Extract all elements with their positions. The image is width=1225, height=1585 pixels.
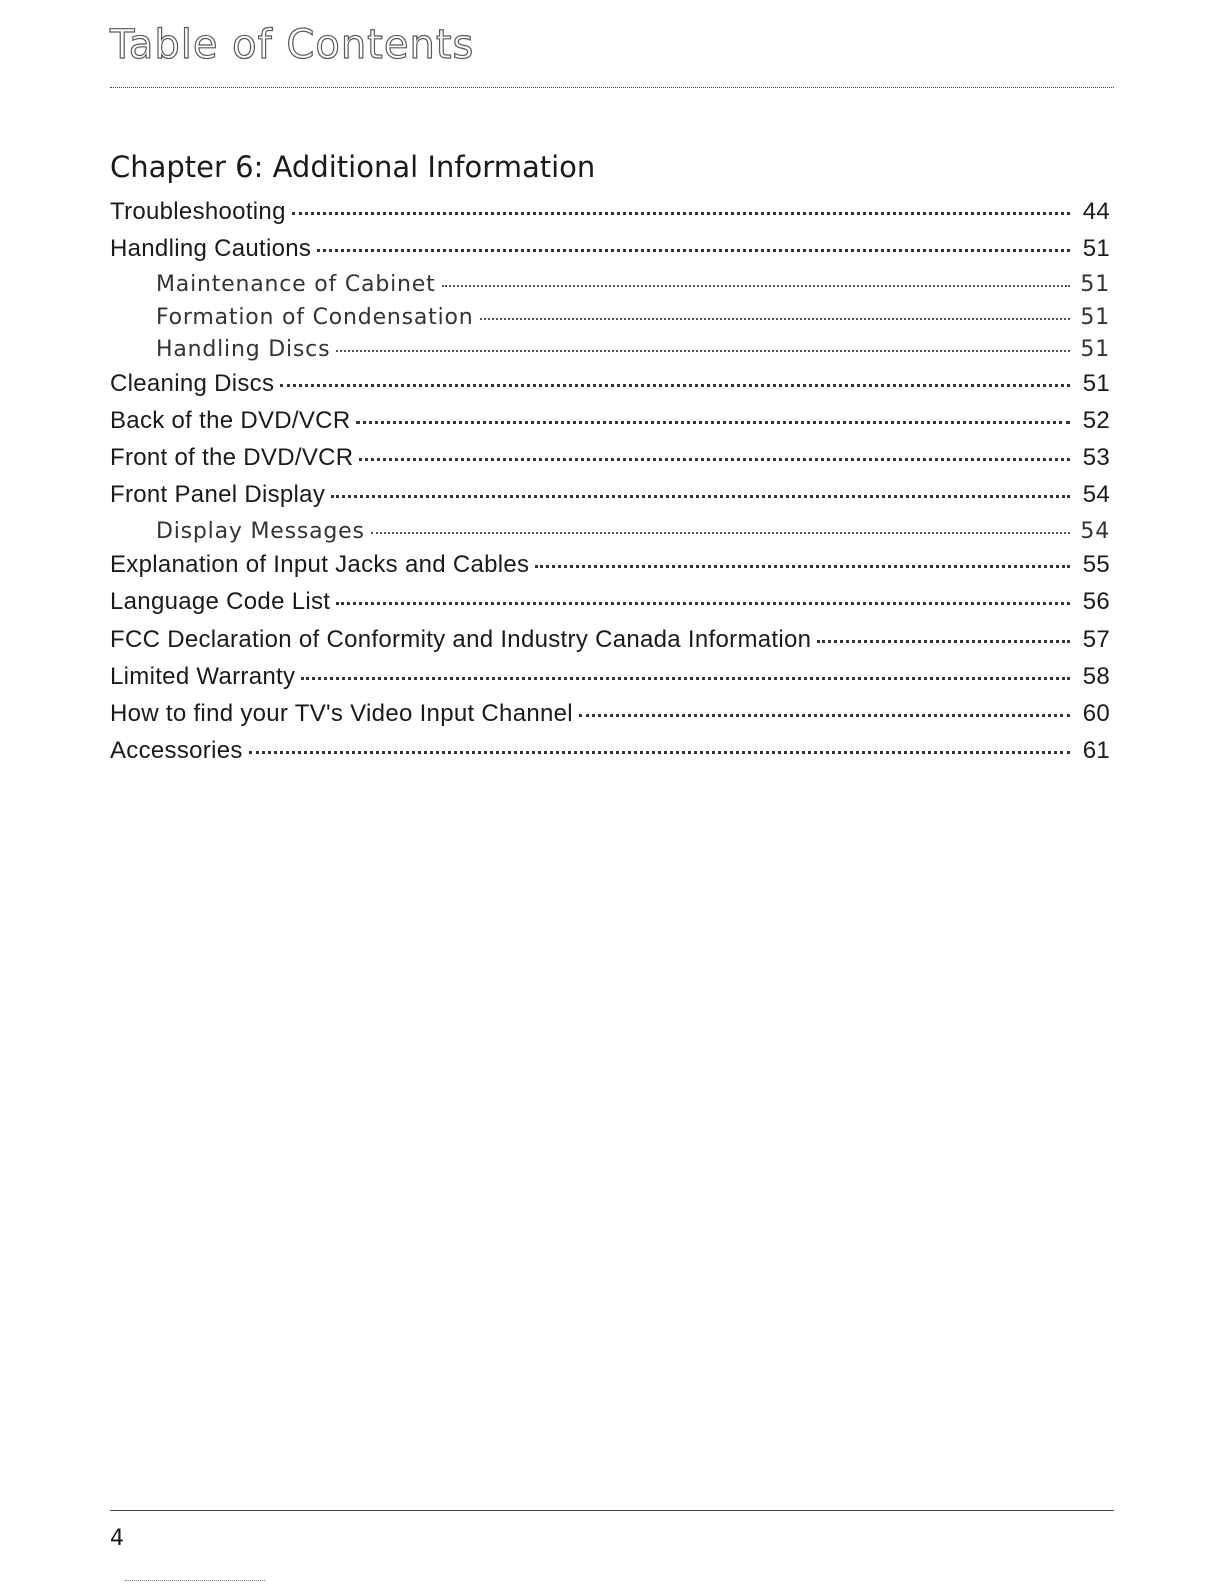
toc-entry-page: 51 xyxy=(1082,235,1110,263)
toc-entry[interactable] xyxy=(110,198,1110,235)
chapter-heading: Chapter 6: Additional Information xyxy=(110,150,596,184)
dot-leader xyxy=(817,640,1070,643)
toc-entry[interactable] xyxy=(110,337,1110,370)
toc-entry-page: 51 xyxy=(1080,272,1110,298)
dot-leader xyxy=(336,350,1070,352)
toc-entry-title: Display Messages xyxy=(156,518,365,544)
toc-entry[interactable] xyxy=(110,305,1110,338)
toc-entry-title: Handling Cautions xyxy=(110,235,312,263)
toc-entry-page: 54 xyxy=(1080,518,1110,544)
toc-entry-title: Handling Discs xyxy=(156,337,331,363)
toc-entry-page: 52 xyxy=(1082,407,1110,435)
toc-entry[interactable] xyxy=(110,272,1110,305)
dot-leader xyxy=(301,677,1070,680)
toc-entry-title: Explanation of Input Jacks and Cables xyxy=(110,551,530,579)
toc-entry[interactable] xyxy=(110,737,1110,774)
toc-entry-title: Language Code List xyxy=(110,588,331,616)
toc-entry-title: Formation of Condensation xyxy=(156,304,474,330)
toc-entry-title: Accessories xyxy=(110,737,243,765)
toc-entry[interactable] xyxy=(110,370,1110,407)
toc-entry-title: Front of the DVD/VCR xyxy=(110,444,354,472)
toc-entry-title: Troubleshooting xyxy=(110,198,286,225)
toc-entry-page: 57 xyxy=(1082,625,1110,653)
toc-entry-title: Back of the DVD/VCR xyxy=(110,407,351,435)
toc-entry-page: 55 xyxy=(1082,551,1110,579)
toc-entry[interactable] xyxy=(110,700,1110,737)
dot-leader xyxy=(356,421,1070,424)
toc-entry[interactable] xyxy=(110,235,1110,272)
toc-entry[interactable] xyxy=(110,626,1110,663)
toc-entry[interactable] xyxy=(110,588,1110,625)
toc-entry[interactable] xyxy=(110,519,1110,552)
dot-leader xyxy=(442,285,1071,287)
page-number: 4 xyxy=(110,1526,124,1551)
dot-leader xyxy=(317,249,1070,252)
toc-entry[interactable] xyxy=(110,444,1110,481)
toc-entry-page: 56 xyxy=(1082,588,1110,616)
toc-entry-page: 54 xyxy=(1082,481,1110,509)
toc-entry-title: FCC Declaration of Conformity and Industry Canada Information xyxy=(110,625,812,653)
toc-entry-page: 58 xyxy=(1082,662,1110,690)
dot-leader xyxy=(359,458,1070,461)
dot-leader xyxy=(535,565,1070,568)
dot-leader xyxy=(579,714,1070,717)
toc-entry-page: 61 xyxy=(1082,737,1110,765)
dot-leader xyxy=(249,751,1070,754)
dot-leader xyxy=(331,495,1070,498)
dot-leader xyxy=(280,384,1070,387)
toc-entry[interactable] xyxy=(110,663,1110,700)
toc-entry-title: Limited Warranty xyxy=(110,662,296,690)
header-divider xyxy=(110,87,1114,88)
toc-entry-page: 53 xyxy=(1082,444,1110,472)
dot-leader xyxy=(371,532,1070,534)
dot-leader xyxy=(480,318,1070,320)
toc-entry-title: How to find your TV's Video Input Channel xyxy=(110,699,573,727)
toc-entry-page: 51 xyxy=(1080,337,1110,363)
toc-entry-title: Cleaning Discs xyxy=(110,369,275,397)
toc-entry[interactable] xyxy=(110,551,1110,588)
dot-leader xyxy=(292,212,1070,215)
toc-entry[interactable] xyxy=(110,481,1110,518)
toc-entry-page: 51 xyxy=(1082,369,1110,397)
toc-entry-title: Maintenance of Cabinet xyxy=(156,272,436,298)
table-of-contents xyxy=(110,198,1110,774)
toc-entry-title: Front Panel Display xyxy=(110,481,326,509)
dot-leader xyxy=(336,602,1070,605)
toc-entry[interactable] xyxy=(110,407,1110,444)
scan-artifact-line xyxy=(125,1580,265,1581)
toc-entry-page: 60 xyxy=(1082,699,1110,727)
footer-divider xyxy=(110,1510,1114,1511)
toc-entry-page: 44 xyxy=(1082,198,1110,225)
page-title: Table of Contents xyxy=(110,22,475,68)
toc-entry-page: 51 xyxy=(1080,304,1110,330)
